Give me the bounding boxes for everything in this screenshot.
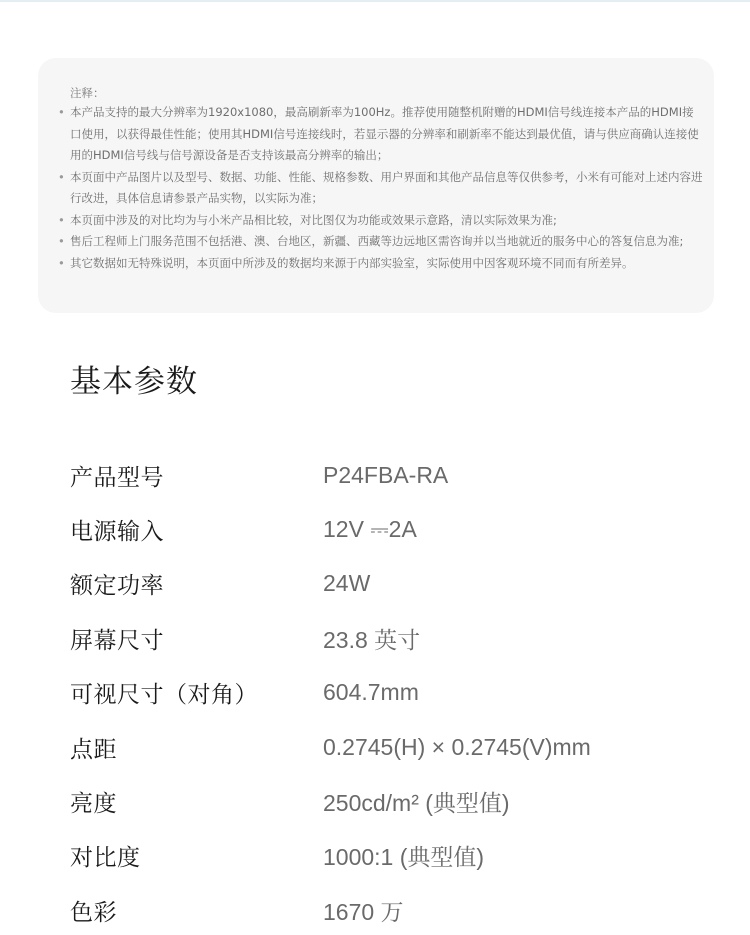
spec-label: 对比度 xyxy=(70,845,141,872)
spec-value: 1670 万 xyxy=(323,898,404,925)
top-divider xyxy=(0,0,750,2)
spec-value: 250cd/m² (典型值) xyxy=(323,790,510,817)
spec-label: 额定功率 xyxy=(70,573,164,600)
spec-label: 色彩 xyxy=(70,899,117,926)
spec-row xyxy=(70,883,690,935)
spec-label: 亮度 xyxy=(70,791,117,818)
spec-row xyxy=(70,829,690,883)
spec-row xyxy=(70,611,690,665)
spec-value: 1000:1 (典型值) xyxy=(323,844,485,871)
spec-value: 23.8 英寸 xyxy=(323,626,421,653)
spec-table xyxy=(70,448,690,935)
note-item xyxy=(54,167,704,210)
spec-value: 12V ⎓2A xyxy=(323,516,417,543)
spec-row xyxy=(70,720,690,774)
notes-list xyxy=(54,102,704,274)
spec-label: 屏幕尺寸 xyxy=(70,627,164,654)
spec-row xyxy=(70,502,690,556)
note-text: 本产品支持的最大分辨率为1920x1080，最高刷新率为100Hz。推荐使用随整机附赠的HDMI信号线连接本产品的HDMI接口使用，以获得最佳性能；使用其HDMI信号连接线时，若显示器的分辨率和刷新率不能达到最优值，请与供应商确认连接使用的HDMI信号线与信号源设备是否支持该最高分辨率的输出； xyxy=(70,105,699,162)
note-text: 其它数据如无特殊说明，本页面中所涉及的数据均来源于内部实验室，实际使用中因客观环境不同而有所差异。 xyxy=(70,255,634,270)
note-text: 售后工程师上门服务范围不包括港、澳、台地区，新疆、西藏等边远地区需咨询并以当地就近的服务中心的答复信息为准; xyxy=(70,234,684,248)
spec-label: 电源输入 xyxy=(70,519,164,546)
spec-row xyxy=(70,448,690,502)
spec-label: 点距 xyxy=(70,736,117,763)
bullet-icon: • xyxy=(58,234,65,248)
note-text: 本页面中产品图片以及型号、数据、功能、性能、规格参数、用户界面和其他产品信息等仅供参考，小米有可能对上述内容进行改进，具体信息请参景产品实物，以实际为准； xyxy=(70,169,703,205)
note-item xyxy=(54,102,704,167)
spec-row xyxy=(70,774,690,828)
spec-label: 可视尺寸（对角） xyxy=(70,682,258,709)
note-item xyxy=(54,253,704,275)
note-text: 本页面中涉及的对比均为与小米产品相比较，对比图仅为功能或效果示意路，清以实际效果为准; xyxy=(70,212,557,227)
bullet-icon: • xyxy=(58,105,65,119)
spec-value: 24W xyxy=(323,570,371,597)
spec-row xyxy=(70,557,690,611)
notes-title: 注释： xyxy=(70,86,105,100)
bullet-icon: • xyxy=(58,255,65,270)
spec-label: 产品型号 xyxy=(70,464,164,491)
note-item xyxy=(54,210,704,232)
note-item xyxy=(54,231,704,253)
section-title: 基本参数 xyxy=(70,364,198,400)
bullet-icon: • xyxy=(58,169,65,184)
spec-value: P24FBA-RA xyxy=(323,461,449,488)
spec-value: 0.2745(H) × 0.2745(V)mm xyxy=(323,733,591,760)
bullet-icon: • xyxy=(58,212,65,227)
spec-value: 604.7mm xyxy=(323,679,419,706)
spec-row xyxy=(70,666,690,720)
